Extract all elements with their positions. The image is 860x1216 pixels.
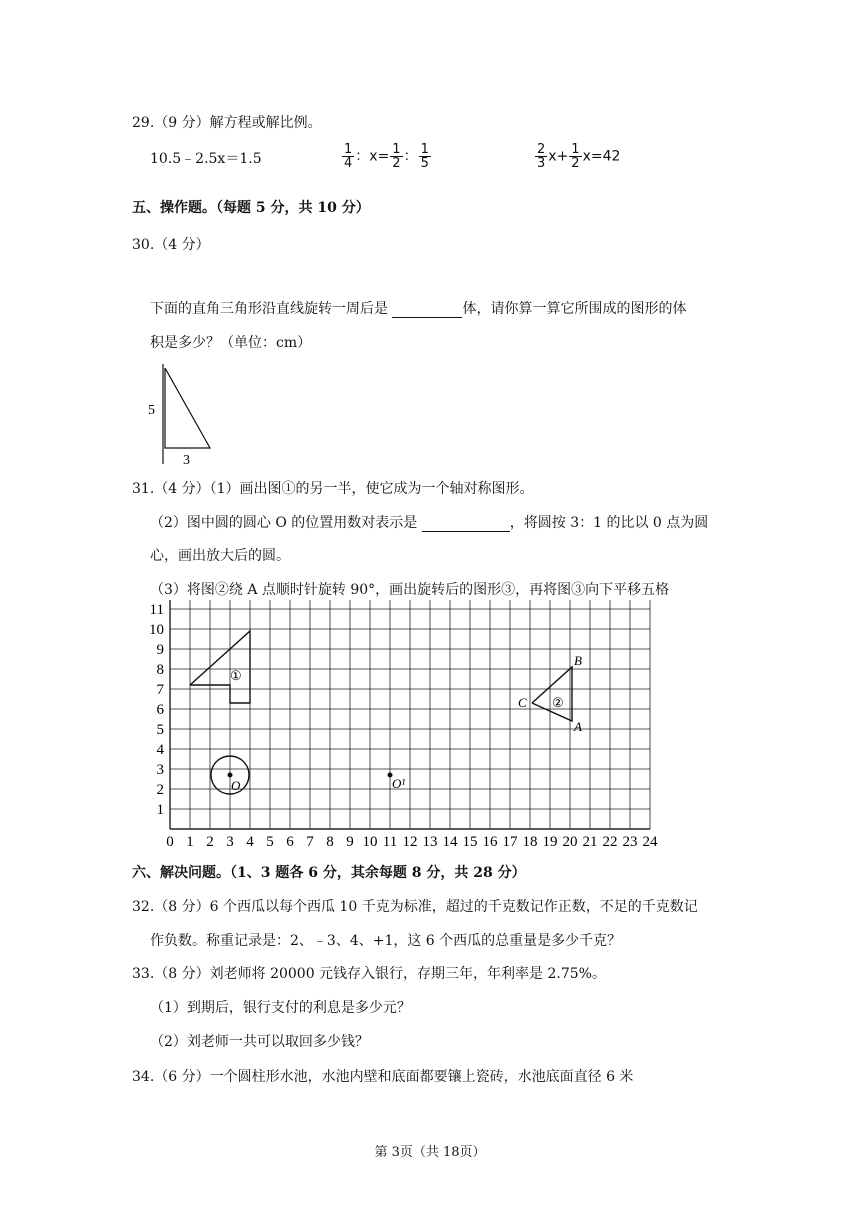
y-tick-label: 6 xyxy=(156,702,164,718)
shape-2 xyxy=(532,667,572,721)
q29-heading: 29.（9 分）解方程或解比例。 xyxy=(132,115,322,131)
shape-1-label: ① xyxy=(230,668,242,683)
x-tick-label: 14 xyxy=(442,834,458,850)
q33-sub-1: （1）到期后，银行支付的利息是多少元？ xyxy=(150,1000,411,1016)
x-tick-label: 24 xyxy=(642,834,658,850)
shape-2-label: ② xyxy=(552,695,564,710)
q32-line-1: 32.（8 分）6 个西瓜以每个西瓜 10 千克为标准，超过的千克数记作正数，不足的千克数记 xyxy=(132,899,698,915)
point-o1-label: O¹ xyxy=(392,776,406,791)
y-tick-label: 1 xyxy=(156,802,164,818)
q33-line-1: 33.（8 分）刘老师将 20000 元钱存入银行，存期三年，年利率是 2.75%。 xyxy=(132,966,606,982)
y-tick-label: 7 xyxy=(156,682,164,698)
y-tick-label: 8 xyxy=(156,662,164,678)
q30-text-line-2: 积是多少？（单位：cm） xyxy=(150,335,312,351)
triangle-height-label: 5 xyxy=(148,403,155,418)
section-5-heading: 五、操作题。（每题 5 分，共 10 分） xyxy=(132,200,370,216)
y-tick-label: 10 xyxy=(149,622,164,638)
q34-line-1: 34.（6 分）一个圆柱形水池，水池内壁和底面都要镶上瓷砖，水池底面直径 6 米 xyxy=(132,1069,634,1085)
x-tick-label: 9 xyxy=(346,834,354,850)
q29-equation-3: $\frac{2}{3}$ x+ $\frac{1}{2}$ x=42 xyxy=(537,142,621,171)
x-tick-label: 8 xyxy=(326,834,334,850)
x-tick-label: 21 xyxy=(582,834,598,850)
x-tick-label: 12 xyxy=(402,834,418,850)
y-tick-label: 2 xyxy=(156,782,164,798)
q31-heading: 31.（4 分）（1）画出图①的另一半，使它成为一个轴对称图形。 xyxy=(132,481,534,497)
y-tick-label: 9 xyxy=(156,642,164,658)
q30-answer-blank[interactable] xyxy=(392,301,462,318)
q31-part-3: （3）将图②绕 A 点顺时针旋转 90°，画出旋转后的图形③，再将图③向下平移五格 xyxy=(150,582,670,598)
x-tick-label: 19 xyxy=(542,834,558,850)
y-tick-label: 4 xyxy=(156,742,164,758)
point-b-label: B xyxy=(574,653,582,668)
x-tick-label: 23 xyxy=(622,834,638,850)
x-tick-label: 17 xyxy=(502,834,518,850)
point-c-label: C xyxy=(518,695,527,710)
y-tick-label: 3 xyxy=(156,762,164,778)
coordinate-grid xyxy=(138,600,678,852)
q31-part-2-line-1: （2）图中圆的圆心 O 的位置用数对表示是 ，将圆按 3：1 的比以 0 点为圆 xyxy=(150,515,709,531)
point-o xyxy=(228,773,233,778)
x-tick-label: 18 xyxy=(522,834,538,850)
y-tick-label: 11 xyxy=(149,602,164,618)
q31-part-2-line-2: 心，画出放大后的圆。 xyxy=(150,548,290,564)
y-tick-label: 5 xyxy=(156,722,164,738)
x-tick-label: 22 xyxy=(602,834,618,850)
x-tick-label: 5 xyxy=(266,834,274,850)
q32-line-2: 作负数。称重记录是：2、﹣3、4、+1，这 6 个西瓜的总重量是多少千克？ xyxy=(150,933,622,949)
x-tick-label: 1 xyxy=(186,834,194,850)
x-tick-label: 2 xyxy=(206,834,214,850)
x-tick-label: 0 xyxy=(166,834,174,850)
q31-answer-blank[interactable] xyxy=(422,515,510,532)
q30-heading: 30.（4 分） xyxy=(132,237,210,253)
shape-1 xyxy=(190,631,250,703)
q30-text-line-1: 下面的直角三角形沿直线旋转一周后是 体，请你算一算它所围成的图形的体 xyxy=(150,301,687,317)
x-tick-label: 10 xyxy=(362,834,378,850)
page-footer: 第 3页（共 18页） xyxy=(374,1145,486,1160)
triangle-base-label: 3 xyxy=(183,453,190,468)
x-tick-label: 6 xyxy=(286,834,294,850)
point-a-label: A xyxy=(574,719,582,734)
section-6-heading: 六、解决问题。（1、3 题各 6 分，其余每题 8 分，共 28 分） xyxy=(132,865,526,881)
x-tick-label: 11 xyxy=(382,834,398,850)
right-triangle-figure xyxy=(140,358,230,468)
x-tick-label: 20 xyxy=(562,834,578,850)
point-o-label: O xyxy=(231,778,241,793)
x-tick-label: 7 xyxy=(306,834,314,850)
x-tick-label: 15 xyxy=(462,834,478,850)
q29-equation-2: $\frac{1}{4}$ ：x= $\frac{1}{2}$ ： $\frac{1}{5}$ xyxy=(344,142,429,171)
x-tick-label: 16 xyxy=(482,834,498,850)
q29-equation-1: 10.5﹣2.5x＝1.5 xyxy=(150,151,262,167)
x-tick-label: 3 xyxy=(226,834,234,850)
x-tick-label: 13 xyxy=(422,834,438,850)
x-tick-label: 4 xyxy=(246,834,254,850)
q33-sub-2: （2）刘老师一共可以取回多少钱？ xyxy=(150,1034,369,1050)
